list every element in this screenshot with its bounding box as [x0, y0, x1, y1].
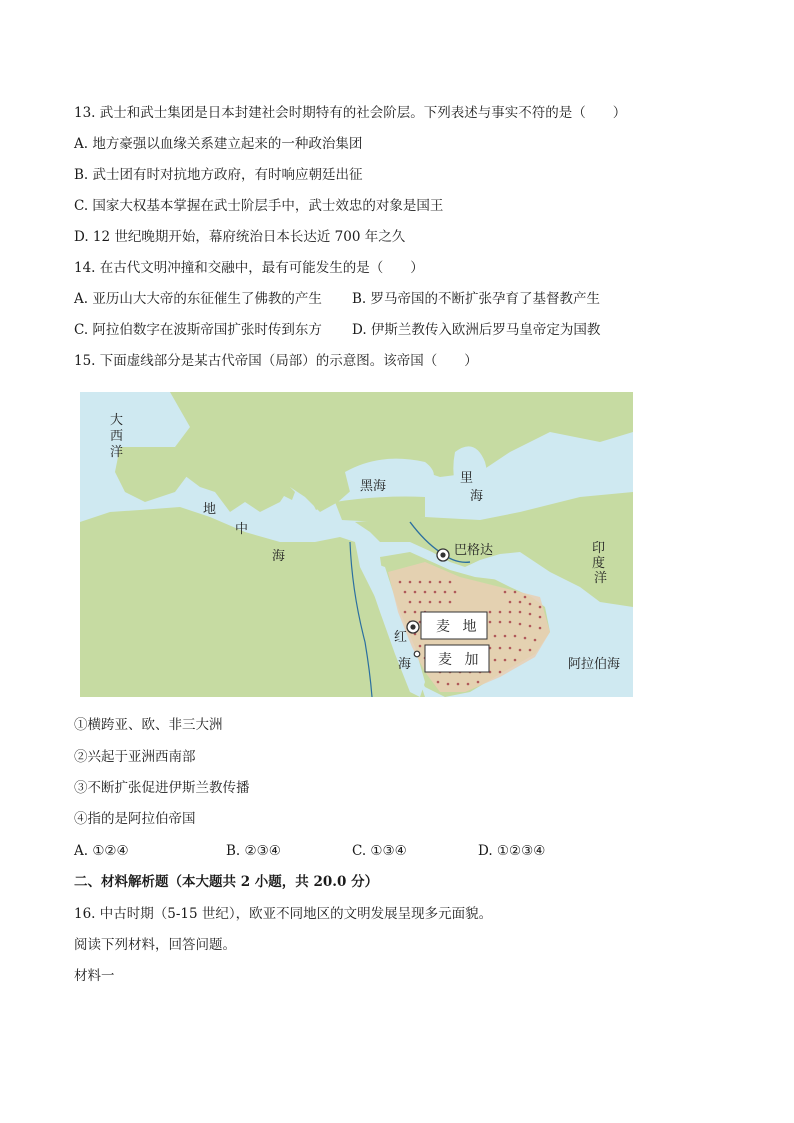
caspian-label-1: 里 [460, 471, 474, 486]
q14-option-a: A. 亚历山大大帝的东征催生了佛教的产生 [74, 291, 322, 307]
q13-option-c: C. 国家大权基本掌握在武士阶层手中，武士效忠的对象是国王 [74, 198, 444, 214]
q13-option-d: D. 12 世纪晚期开始，幕府统治日本长达近 700 年之久 [74, 229, 406, 245]
q16-material-label: 材料一 [74, 968, 115, 984]
atlantic-label-2: 西 [110, 429, 124, 444]
q15-option-d: D. ①②③④ [478, 843, 546, 859]
red-sea-label-1: 红 [394, 630, 408, 645]
med-label-2: 中 [235, 522, 249, 537]
medina-label: 麦 地 [436, 619, 481, 635]
atlantic-label-1: 大 [110, 413, 124, 428]
q14-stem: 14. 在古代文明冲撞和交融中，最有可能发生的是（ ） [74, 260, 424, 276]
med-label-3: 海 [272, 549, 286, 564]
section-heading: 二、材料解析题（本大题共 2 小题，共 20.0 分） [74, 874, 379, 890]
medina-marker [407, 621, 419, 633]
arab-empire-map [80, 392, 633, 697]
q15-statement-4: ④指的是阿拉伯帝国 [74, 811, 196, 827]
indian-label-2: 度 [592, 556, 606, 571]
indian-label-3: 洋 [594, 571, 608, 586]
q15-option-b: B. ②③④ [226, 843, 281, 859]
q13-option-b: B. 武士团有时对抗地方政府，有时响应朝廷出征 [74, 167, 363, 183]
q14-option-d: D. 伊斯兰教传入欧洲后罗马皇帝定为国教 [352, 322, 601, 338]
caspian-label-2: 海 [470, 489, 484, 504]
indian-label-1: 印 [592, 541, 606, 556]
red-sea-label-2: 海 [398, 657, 412, 672]
baghdad-marker [437, 549, 449, 561]
baghdad-label: 巴格达 [454, 543, 494, 558]
q14-option-c: C. 阿拉伯数字在波斯帝国扩张时传到东方 [74, 322, 322, 338]
black-sea-label: 黑海 [360, 479, 387, 494]
q15-stem: 15. 下面虚线部分是某古代帝国（局部）的示意图。该帝国（ ） [74, 353, 478, 369]
q16-instruction: 阅读下列材料，回答问题。 [74, 937, 236, 953]
q15-statement-2: ②兴起于亚洲西南部 [74, 749, 196, 765]
atlantic-label-3: 洋 [110, 445, 124, 460]
q13-stem: 13. 武士和武士集团是日本封建社会时期特有的社会阶层。下列表述与事实不符的是（ ） [74, 105, 627, 121]
arabian-sea-label: 阿拉伯海 [568, 657, 621, 672]
q15-statement-3: ③不断扩张促进伊斯兰教传播 [74, 780, 250, 796]
mecca-label: 麦 加 [438, 652, 483, 668]
q14-option-b: B. 罗马帝国的不断扩张孕育了基督教产生 [352, 291, 601, 307]
q13-option-a: A. 地方豪强以血缘关系建立起来的一种政治集团 [74, 136, 363, 152]
mecca-marker [414, 651, 420, 657]
q15-option-c: C. ①③④ [352, 843, 407, 859]
med-label-1: 地 [203, 502, 217, 517]
q15-statement-1: ①横跨亚、欧、非三大洲 [74, 717, 223, 733]
q15-option-a: A. ①②④ [74, 843, 129, 859]
q16-stem: 16. 中古时期（5-15 世纪），欧亚不同地区的文明发展呈现多元面貌。 [74, 906, 493, 922]
